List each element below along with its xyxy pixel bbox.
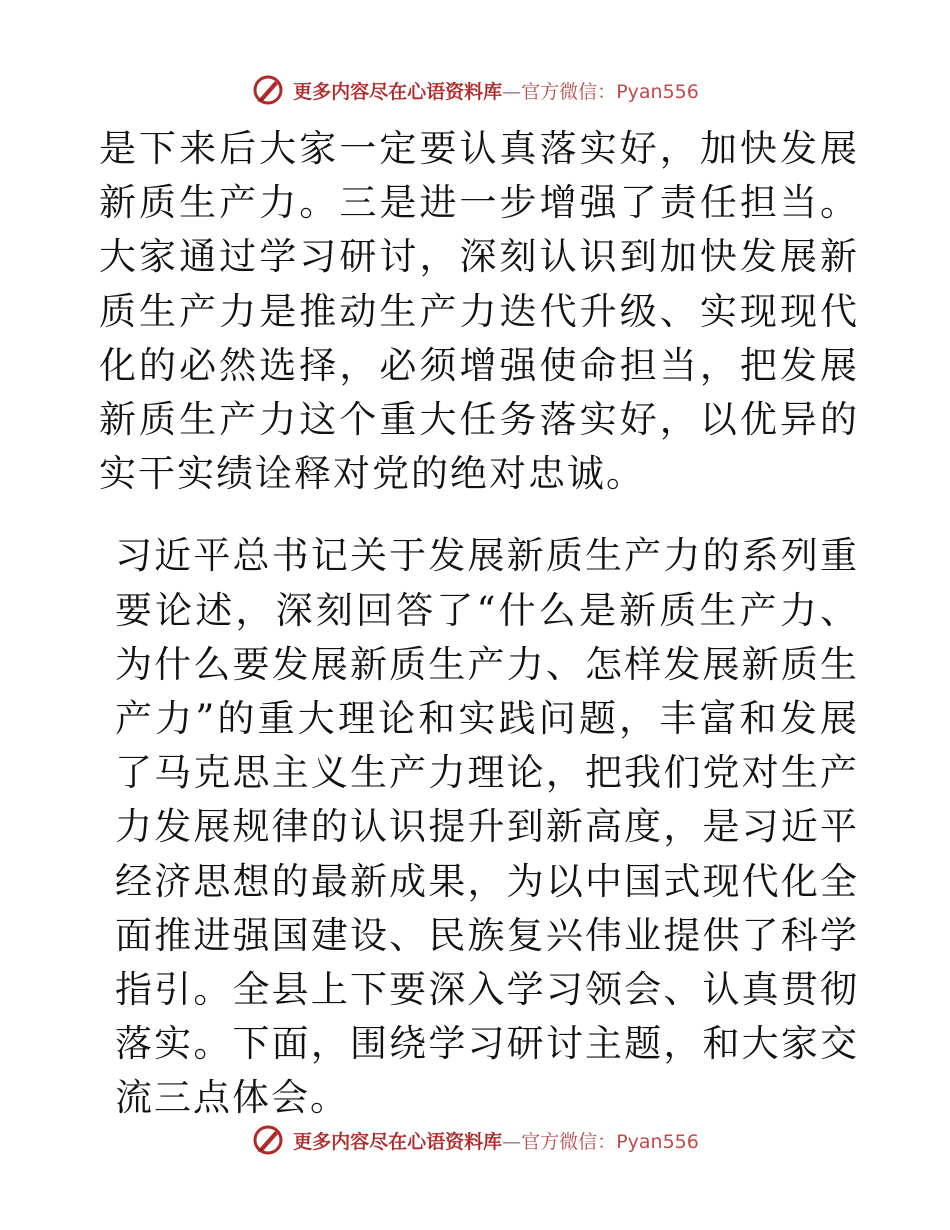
header-banner: [0, 70, 950, 110]
header-separator: —: [502, 80, 522, 103]
header-brand-name: 更多内容尽在心语资料库: [293, 80, 503, 103]
footer-official-label: 官方微信：: [521, 1130, 617, 1153]
document-body: [99, 122, 859, 1126]
pen-circle-logo-icon: [251, 1123, 285, 1157]
pen-circle-logo-icon: [251, 73, 285, 107]
footer-banner: [0, 1120, 950, 1160]
footer-separator: —: [502, 1130, 522, 1153]
footer-wechat-id: Pyan556: [616, 1130, 699, 1153]
header-wechat-id: Pyan556: [616, 80, 699, 103]
header-banner-text: [293, 77, 699, 104]
paragraph-1: 是下来后大家一定要认真落实好，加快发展新质生产力。三是进一步增强了责任担当。大家通过学习研讨，深刻认识到加快发展新质生产力是推动生产力迭代升级、实现现代化的必然选择，必须增强使命担当，把发展新质生产力这个重大任务落实好，以优异的实干实绩诠释对党的绝对忠诚。: [99, 127, 859, 496]
footer-banner-text: [293, 1127, 699, 1154]
header-official-label: 官方微信：: [521, 80, 617, 103]
paragraph-2: 习近平总书记关于发展新质生产力的系列重要论述，深刻回答了“什么是新质生产力、为什么要发展新质生产力、怎样发展新质生产力”的重大理论和实践问题，丰富和发展了马克思主义生产力理论，把我们党对生产力发展规律的认识提升到新高度，是习近平经济思想的最新成果，为以中国式现代化全面推进强国建设、民族复兴伟业提供了科学指引。全县上下要深入学习领会、认真贯彻落实。下面，围绕学习研讨主题，和大家交流三点体会。: [115, 534, 859, 1120]
footer-brand-name: 更多内容尽在心语资料库: [293, 1130, 503, 1153]
